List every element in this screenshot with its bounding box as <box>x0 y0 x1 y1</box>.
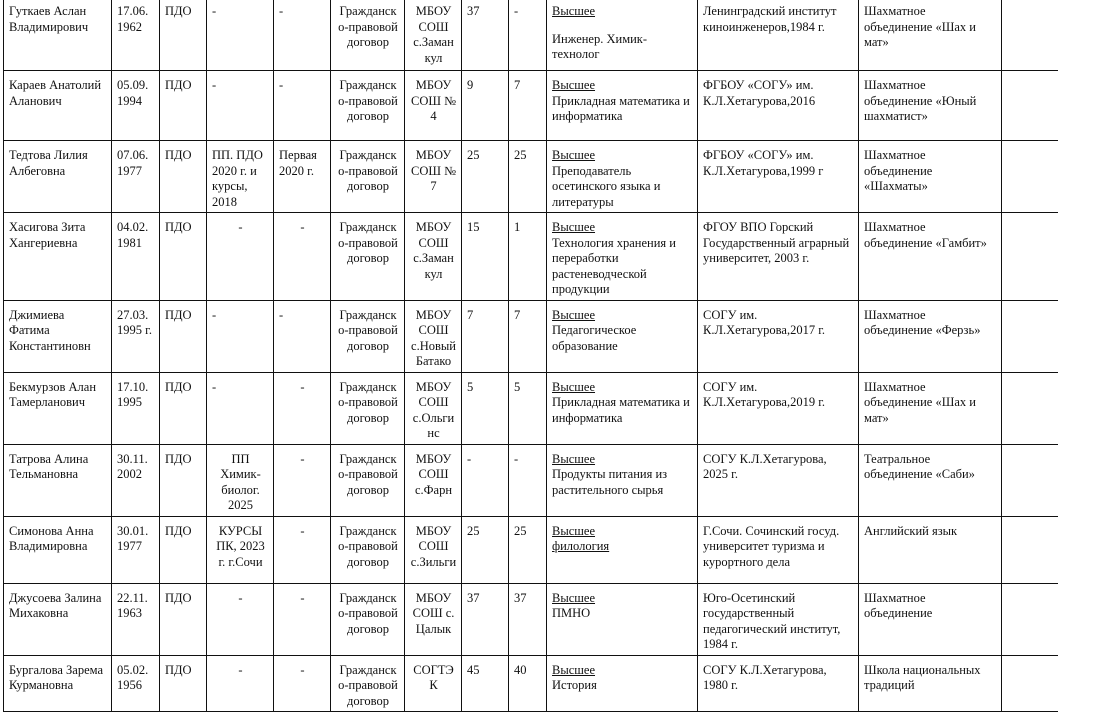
cell-name: Бургалова Зарема Курмановна <box>4 655 112 712</box>
specialty: филология <box>552 539 610 553</box>
cell-training: КУРСЫ ПК, 2023 г. г.Сочи <box>207 516 274 583</box>
cell-extra <box>1002 71 1058 141</box>
cell-position: ПДО <box>160 444 207 516</box>
cell-club: Школа национальных традиций <box>859 655 1002 712</box>
cell-total-experience: 45 <box>462 655 509 712</box>
cell-workplace: МБОУ СОШ с.Ольги нс <box>405 372 462 444</box>
cell-education <box>547 213 698 301</box>
table-row <box>4 583 1058 655</box>
table-row <box>4 516 1058 583</box>
cell-extra <box>1002 300 1058 372</box>
cell-training: ПП. ПДО 2020 г. и курсы, 2018 <box>207 141 274 213</box>
cell-birth-date: 17.10. 1995 <box>112 372 160 444</box>
cell-position: ПДО <box>160 0 207 71</box>
cell-training: - <box>207 71 274 141</box>
cell-training: - <box>207 583 274 655</box>
cell-birth-date: 04.02. 1981 <box>112 213 160 301</box>
cell-contract: Гражданск о-правовой договор <box>331 444 405 516</box>
cell-extra <box>1002 141 1058 213</box>
cell-workplace: МБОУ СОШ с.Зильги <box>405 516 462 583</box>
cell-club: Шахматное объединение «Шах и мат» <box>859 372 1002 444</box>
cell-ped-experience: 7 <box>509 300 547 372</box>
cell-workplace: МБОУ СОШ с. Цалык <box>405 583 462 655</box>
cell-ped-experience: 25 <box>509 516 547 583</box>
cell-workplace: МБОУ СОШ с.Заман кул <box>405 0 462 71</box>
cell-position: ПДО <box>160 583 207 655</box>
table-row <box>4 444 1058 516</box>
education-level: Высшее <box>552 220 596 234</box>
education-level: Высшее <box>552 307 596 322</box>
cell-extra <box>1002 516 1058 583</box>
table-row <box>4 300 1058 372</box>
cell-name: Тедтова Лилия Албеговна <box>4 141 112 213</box>
cell-ped-experience: - <box>509 444 547 516</box>
specialty: ПМНО <box>552 606 591 620</box>
cell-total-experience: 9 <box>462 71 509 141</box>
table-row <box>4 372 1058 444</box>
cell-ped-experience: 40 <box>509 655 547 712</box>
cell-institution: Г.Сочи. Сочинский госуд. университет туризма и курортного дела <box>698 516 859 583</box>
specialty: Продукты питания из растительного сырья <box>552 467 668 497</box>
cell-institution: СОГУ им. К.Л.Хетагурова,2019 г. <box>698 372 859 444</box>
education-level: Высшее <box>552 662 596 677</box>
table-row <box>4 0 1058 71</box>
cell-education <box>547 141 698 213</box>
cell-name: Хасигова Зита Хангериевна <box>4 213 112 301</box>
cell-institution: СОГУ К.Л.Хетагурова, 1980 г. <box>698 655 859 712</box>
cell-total-experience: 7 <box>462 300 509 372</box>
cell-workplace: МБОУ СОШ № 4 <box>405 71 462 141</box>
cell-institution: ФГОУ ВПО Горский Государственный аграрный университет, 2003 г. <box>698 213 859 301</box>
cell-total-experience: 37 <box>462 583 509 655</box>
cell-category: - <box>274 655 331 712</box>
cell-education <box>547 516 698 583</box>
cell-ped-experience: 5 <box>509 372 547 444</box>
cell-ped-experience: 1 <box>509 213 547 301</box>
cell-institution: СОГУ им. К.Л.Хетагурова,2017 г. <box>698 300 859 372</box>
cell-education <box>547 71 698 141</box>
cell-training: - <box>207 372 274 444</box>
specialty: Прикладная математика и информатика <box>552 93 690 123</box>
cell-institution: СОГУ К.Л.Хетагурова, 2025 г. <box>698 444 859 516</box>
specialty: Прикладная математика и информатика <box>552 395 690 425</box>
cell-birth-date: 22.11. 1963 <box>112 583 160 655</box>
cell-education <box>547 0 698 71</box>
cell-total-experience: 25 <box>462 141 509 213</box>
cell-club: Шахматное объединение «Шахматы» <box>859 141 1002 213</box>
cell-ped-experience: 25 <box>509 141 547 213</box>
cell-position: ПДО <box>160 655 207 712</box>
specialty: История <box>552 678 597 692</box>
cell-position: ПДО <box>160 372 207 444</box>
cell-training: - <box>207 655 274 712</box>
cell-education <box>547 372 698 444</box>
cell-club: Шахматное объединение «Гамбит» <box>859 213 1002 301</box>
cell-category: - <box>274 583 331 655</box>
cell-category: - <box>274 372 331 444</box>
cell-contract: Гражданск о-правовой договор <box>331 583 405 655</box>
cell-education <box>547 655 698 712</box>
table-row <box>4 141 1058 213</box>
table-row <box>4 655 1058 712</box>
cell-institution: ФГБОУ «СОГУ» им. К.Л.Хетагурова,1999 г <box>698 141 859 213</box>
cell-education <box>547 583 698 655</box>
cell-contract: Гражданск о-правовой договор <box>331 655 405 712</box>
cell-institution: Юго-Осетинский государственный педагогический институт, 1984 г. <box>698 583 859 655</box>
cell-total-experience: 25 <box>462 516 509 583</box>
cell-ped-experience: 37 <box>509 583 547 655</box>
education-level: Высшее <box>552 78 596 92</box>
cell-workplace: МБОУ СОШ № 7 <box>405 141 462 213</box>
specialty: Технология хранения и переработки растеневодческой продукции <box>552 235 676 296</box>
cell-club: Шахматное объединение «Юный шахматист» <box>859 71 1002 141</box>
staff-table-body <box>4 0 1058 712</box>
cell-position: ПДО <box>160 516 207 583</box>
cell-club: Шахматное объединение «Ферзь» <box>859 300 1002 372</box>
cell-total-experience: 15 <box>462 213 509 301</box>
cell-name: Татрова Алина Тельмановна <box>4 444 112 516</box>
cell-birth-date: 07.06. 1977 <box>112 141 160 213</box>
cell-name: Джусоева Залина Михаковна <box>4 583 112 655</box>
cell-institution: ФГБОУ «СОГУ» им. К.Л.Хетагурова,2016 <box>698 71 859 141</box>
cell-name: Гуткаев Аслан Владимирович <box>4 0 112 71</box>
cell-category: - <box>274 444 331 516</box>
cell-birth-date: 05.02. 1956 <box>112 655 160 712</box>
cell-category: - <box>274 300 331 372</box>
cell-name: Бекмурзов Алан Тамерланович <box>4 372 112 444</box>
table-row <box>4 71 1058 141</box>
cell-contract: Гражданск о-правовой договор <box>331 516 405 583</box>
cell-category: - <box>274 213 331 301</box>
cell-extra <box>1002 213 1058 301</box>
cell-birth-date: 27.03. 1995 г. <box>112 300 160 372</box>
cell-name: Джимиева Фатима Константиновн <box>4 300 112 372</box>
specialty: Преподаватель осетинского языка и литературы <box>552 163 661 209</box>
cell-club: Театральное объединение «Саби» <box>859 444 1002 516</box>
cell-birth-date: 30.11. 2002 <box>112 444 160 516</box>
cell-training: - <box>207 300 274 372</box>
cell-contract: Гражданск о-правовой договор <box>331 300 405 372</box>
cell-total-experience: - <box>462 444 509 516</box>
table-row <box>4 213 1058 301</box>
education-level: Высшее <box>552 4 596 18</box>
cell-category: - <box>274 516 331 583</box>
cell-contract: Гражданск о-правовой договор <box>331 372 405 444</box>
cell-club: Английский язык <box>859 516 1002 583</box>
cell-extra <box>1002 0 1058 71</box>
cell-training: - <box>207 213 274 301</box>
cell-birth-date: 17.06. 1962 <box>112 0 160 71</box>
cell-position: ПДО <box>160 141 207 213</box>
cell-extra <box>1002 583 1058 655</box>
cell-contract: Гражданск о-правовой договор <box>331 71 405 141</box>
cell-ped-experience: 7 <box>509 71 547 141</box>
cell-position: ПДО <box>160 71 207 141</box>
cell-position: ПДО <box>160 300 207 372</box>
education-level: Высшее <box>552 379 596 394</box>
cell-training: - <box>207 0 274 71</box>
cell-total-experience: 5 <box>462 372 509 444</box>
cell-birth-date: 30.01. 1977 <box>112 516 160 583</box>
cell-name: Караев Анатолий Аланович <box>4 71 112 141</box>
cell-club: Шахматное объединение «Шах и мат» <box>859 0 1002 71</box>
cell-position: ПДО <box>160 213 207 301</box>
cell-category: - <box>274 0 331 71</box>
cell-category: Первая 2020 г. <box>274 141 331 213</box>
education-level: Высшее <box>552 523 596 538</box>
cell-category: - <box>274 71 331 141</box>
cell-club: Шахматное объединение <box>859 583 1002 655</box>
cell-total-experience: 37 <box>462 0 509 71</box>
cell-contract: Гражданск о-правовой договор <box>331 0 405 71</box>
cell-contract: Гражданск о-правовой договор <box>331 213 405 301</box>
cell-ped-experience: - <box>509 0 547 71</box>
cell-workplace: СОГТЭ К <box>405 655 462 712</box>
cell-institution: Ленинградский институт киноинженеров,1984 г. <box>698 0 859 71</box>
education-level: Высшее <box>552 590 596 605</box>
cell-contract: Гражданск о-правовой договор <box>331 141 405 213</box>
specialty: Педагогическое образование <box>552 323 637 353</box>
cell-workplace: МБОУ СОШ с.Фарн <box>405 444 462 516</box>
cell-extra <box>1002 372 1058 444</box>
cell-training: ПП Химик-биолог. 2025 <box>207 444 274 516</box>
education-level: Высшее <box>552 451 596 466</box>
specialty: Инженер. Химик-технолог <box>552 31 648 61</box>
cell-workplace: МБОУ СОШ с.Заман кул <box>405 213 462 301</box>
cell-workplace: МБОУ СОШ с.Новый Батако <box>405 300 462 372</box>
cell-extra <box>1002 655 1058 712</box>
education-level: Высшее <box>552 148 596 162</box>
cell-name: Симонова Анна Владимировна <box>4 516 112 583</box>
cell-extra <box>1002 444 1058 516</box>
cell-education <box>547 444 698 516</box>
staff-table <box>3 0 1058 712</box>
cell-education <box>547 300 698 372</box>
cell-birth-date: 05.09. 1994 <box>112 71 160 141</box>
